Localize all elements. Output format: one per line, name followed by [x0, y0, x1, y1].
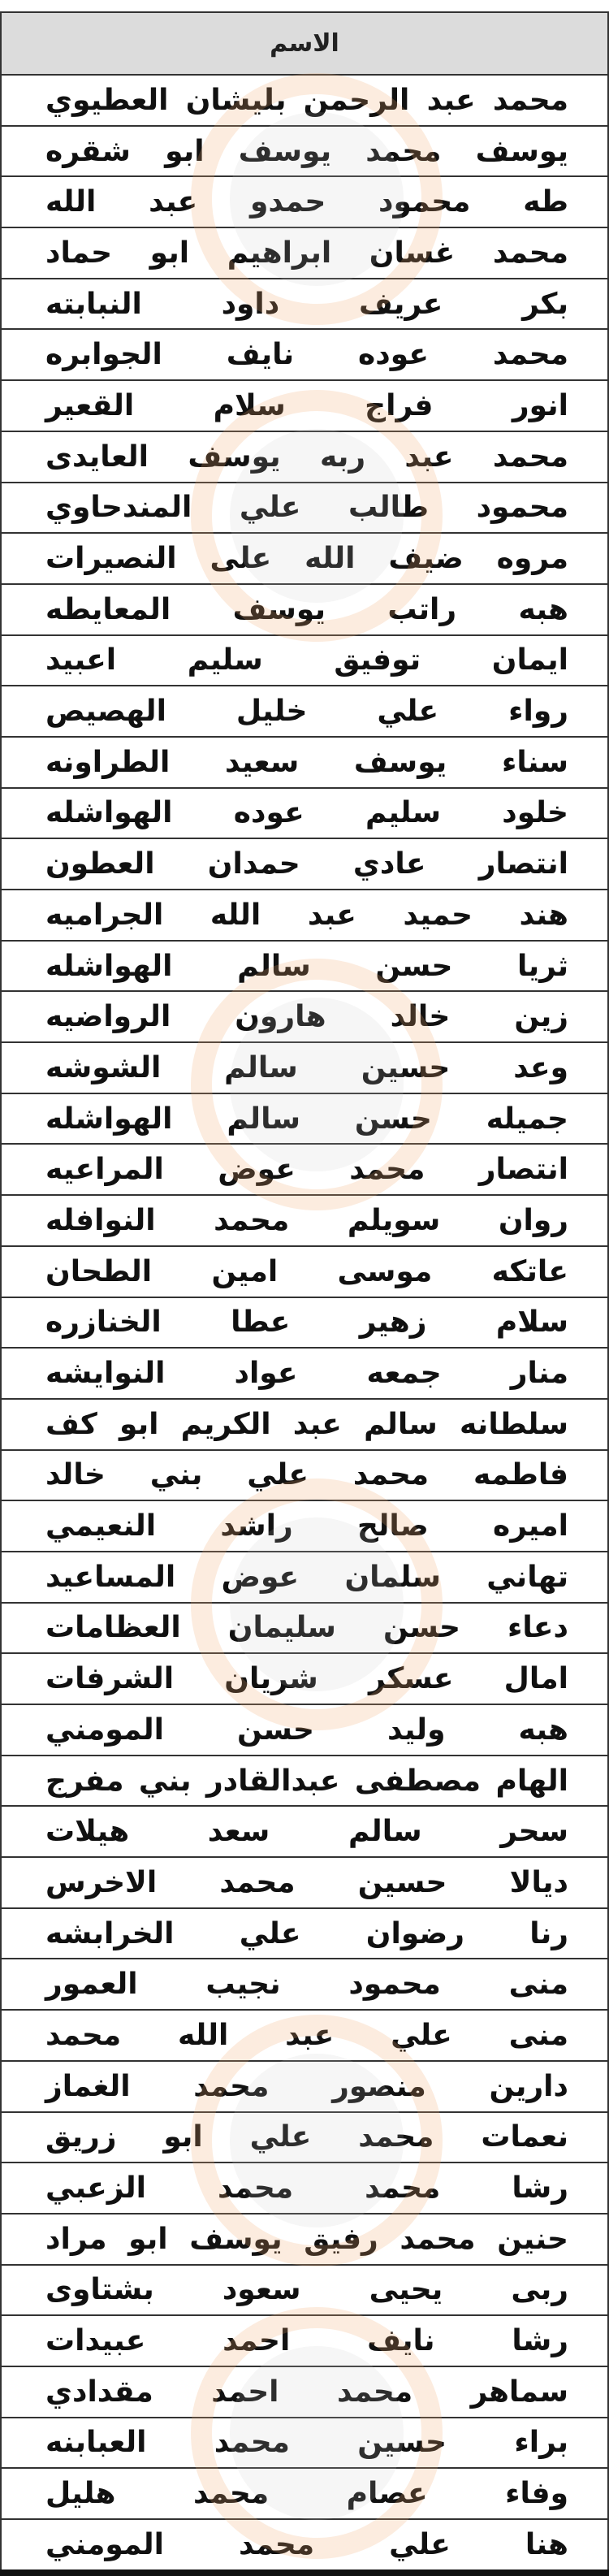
- name-cell: رشا نايف احمد عبيدات: [1, 2315, 608, 2366]
- name-cell: سحر سالم سعد هيلات: [1, 1806, 608, 1857]
- name-cell: منى محمود نجيب العمور: [1, 1959, 608, 2010]
- name-cell: ربى يحيى سعود بشتاوى: [1, 2265, 608, 2316]
- name-cell: رواء علي خليل الهصيص: [1, 686, 608, 737]
- table-row: [1, 2418, 608, 2469]
- name-cell: الهام مصطفى عبدالقادر بني مفرج: [1, 1756, 608, 1807]
- table-row: [1, 1399, 608, 1450]
- name-cell: دعاء حسن سليمان العظامات: [1, 1603, 608, 1654]
- table-header-row: [1, 12, 608, 75]
- table-row: [1, 941, 608, 992]
- table-row: [1, 1042, 608, 1093]
- name-cell: سناء يوسف سعيد الطراونه: [1, 737, 608, 788]
- name-cell: محمد عبد الرحمن بليشان العطيوي: [1, 75, 608, 126]
- table-row: [1, 431, 608, 483]
- name-cell: ديالا حسين محمد الاخرس: [1, 1857, 608, 1908]
- table-row: [1, 1653, 608, 1704]
- table-row: [1, 1348, 608, 1399]
- name-cell: بكر عريف داود النبابته: [1, 279, 608, 330]
- column-header-name: الاسم: [1, 12, 608, 75]
- table-row: [1, 126, 608, 177]
- table-row: [1, 1857, 608, 1908]
- table-row: [1, 991, 608, 1042]
- name-cell: براء حسين محمد العبابنه: [1, 2418, 608, 2469]
- table-row: [1, 1093, 608, 1145]
- name-cell: محمد غسان ابراهيم ابو حماد: [1, 227, 608, 279]
- table-row: [1, 2112, 608, 2163]
- name-cell: محمد عوده نايف الجوابره: [1, 329, 608, 380]
- table-row: [1, 1246, 608, 1297]
- table-row: [1, 1552, 608, 1603]
- name-cell: هنا علي محمد المومني: [1, 2519, 608, 2570]
- name-cell: وفاء عصام محمد هليل: [1, 2468, 608, 2519]
- name-cell: ايمان توفيق سليم اعبيد: [1, 635, 608, 686]
- table-row: [1, 737, 608, 788]
- name-cell: روان سويلم محمد النوافله: [1, 1195, 608, 1246]
- name-cell: يوسف محمد يوسف ابو شقره: [1, 126, 608, 177]
- table-row: [1, 2519, 608, 2570]
- name-cell: سلطانه سالم عبد الكريم ابو كف: [1, 1399, 608, 1450]
- name-cell: محمد عبد ربه يوسف العايدى: [1, 431, 608, 483]
- name-cell: رشا محمد محمد الزعبي: [1, 2163, 608, 2214]
- name-cell: انور فراج سلام القعير: [1, 380, 608, 431]
- table-row: [1, 2061, 608, 2112]
- table-row: [1, 1450, 608, 1501]
- table-row: [1, 1756, 608, 1807]
- table-row: [1, 2265, 608, 2316]
- table-row: [1, 1500, 608, 1552]
- name-cell: منار جمعه عواد النوايشه: [1, 1348, 608, 1399]
- table-row: [1, 2163, 608, 2214]
- table-row: [1, 380, 608, 431]
- table-body: [1, 75, 608, 2570]
- table-row: [1, 227, 608, 279]
- name-cell: انتصار عادي حمدان العطون: [1, 838, 608, 890]
- name-cell: ثريا حسن سالم الهواشله: [1, 941, 608, 992]
- name-cell: هبه وليد حسن المومني: [1, 1704, 608, 1756]
- name-cell: طه محمود حمدو عبد الله: [1, 176, 608, 227]
- name-cell: خلود سليم عوده الهواشله: [1, 788, 608, 839]
- table-row: [1, 2468, 608, 2519]
- table-row: [1, 838, 608, 890]
- name-cell: وعد حسين سالم الشوشه: [1, 1042, 608, 1093]
- table-row: [1, 1806, 608, 1857]
- name-cell: محمود طالب علي المندحاوي: [1, 483, 608, 534]
- table-row: [1, 584, 608, 635]
- table-row: [1, 483, 608, 534]
- name-cell: رنا رضوان علي الخرابشه: [1, 1908, 608, 1959]
- table-row: [1, 1603, 608, 1654]
- name-cell: اميره صالح راشد النعيمي: [1, 1500, 608, 1552]
- table-row: [1, 890, 608, 941]
- name-cell: دارين منصور محمد الغماز: [1, 2061, 608, 2112]
- table-row: [1, 1704, 608, 1756]
- name-cell: امال عسكر شريان الشرفات: [1, 1653, 608, 1704]
- table-row: [1, 2366, 608, 2418]
- name-cell: سماهر محمد احمد مقدادي: [1, 2366, 608, 2418]
- table-row: [1, 686, 608, 737]
- bottom-border: [0, 2570, 609, 2576]
- name-cell: زين خالد هارون الرواضيه: [1, 991, 608, 1042]
- table-row: [1, 1195, 608, 1246]
- name-cell: جميله حسن سالم الهواشله: [1, 1093, 608, 1145]
- name-cell: عاتكه موسى امين الطحان: [1, 1246, 608, 1297]
- table-row: [1, 533, 608, 584]
- name-cell: حنين محمد رفيق يوسف ابو مراد: [1, 2214, 608, 2265]
- table-row: [1, 1908, 608, 1959]
- table-row: [1, 2214, 608, 2265]
- name-cell: هبه راتب يوسف المعايطه: [1, 584, 608, 635]
- table-row: [1, 279, 608, 330]
- table-row: [1, 1297, 608, 1349]
- table-row: [1, 788, 608, 839]
- table-row: [1, 1959, 608, 2010]
- table-row: [1, 329, 608, 380]
- table-row: [1, 635, 608, 686]
- table-row: [1, 2010, 608, 2061]
- table-row: [1, 75, 608, 126]
- name-cell: انتصار محمد عوض المراعيه: [1, 1144, 608, 1195]
- table-row: [1, 2315, 608, 2366]
- name-cell: فاطمه محمد علي بني خالد: [1, 1450, 608, 1501]
- names-table: [0, 11, 609, 2571]
- name-cell: تهاني سلمان عوض المساعيد: [1, 1552, 608, 1603]
- table-row: [1, 1144, 608, 1195]
- name-cell: مروه ضيف الله على النصيرات: [1, 533, 608, 584]
- name-cell: نعمات محمد علي ابو زريق: [1, 2112, 608, 2163]
- name-cell: هند حميد عبد الله الجراميه: [1, 890, 608, 941]
- name-cell: منى علي عبد الله محمد: [1, 2010, 608, 2061]
- table-row: [1, 176, 608, 227]
- name-cell: سلام زهير عطا الخنازره: [1, 1297, 608, 1349]
